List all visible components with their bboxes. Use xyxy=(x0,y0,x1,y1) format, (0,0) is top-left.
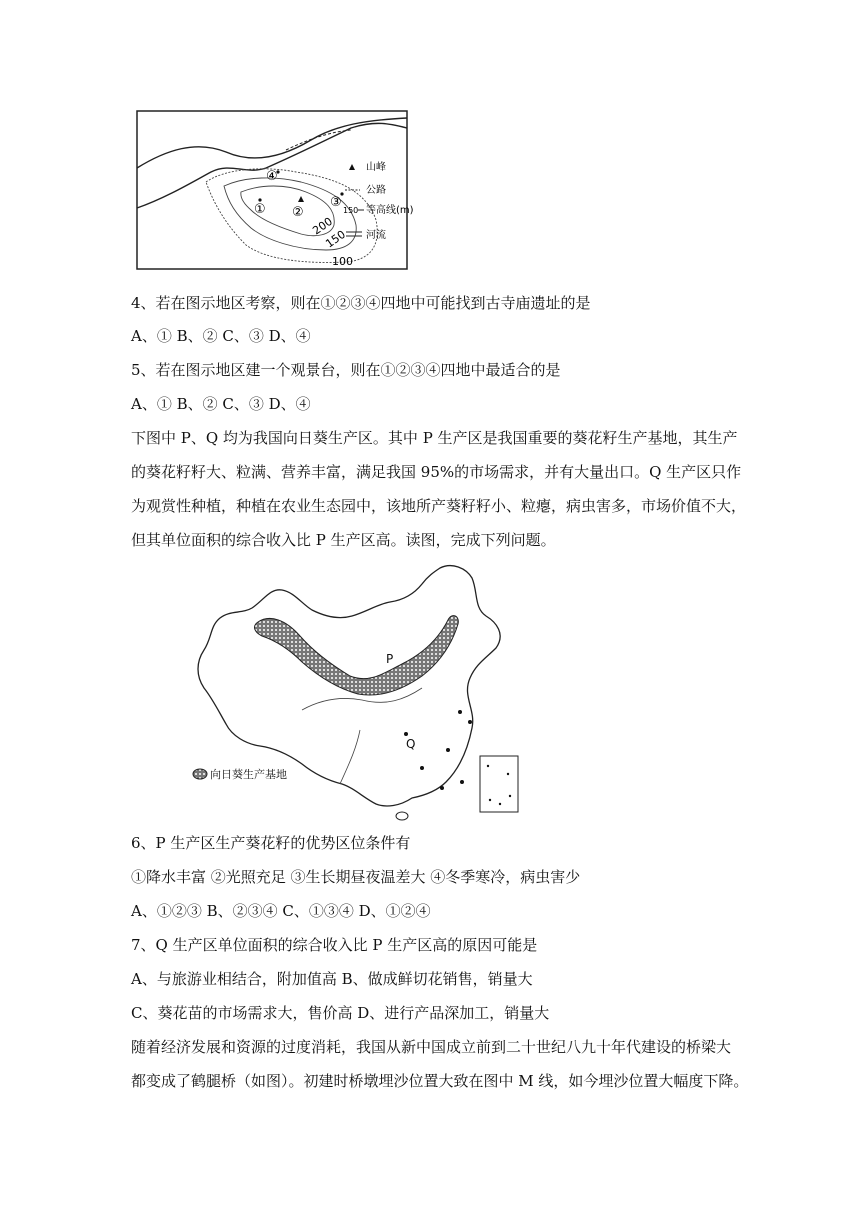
intro1-line-1: 下图中 P、Q 均为我国向日葵生产区。其中 P 生产区是我国重要的葵花籽生产基地，其生产 xyxy=(131,429,738,447)
label-q: Q xyxy=(406,737,416,751)
q4-options: A、① B、② C、③ D、④ xyxy=(131,327,311,345)
q6-conditions: ①降水丰富 ②光照充足 ③生长期昼夜温差大 ④冬季寒冷，病虫害少 xyxy=(131,868,581,886)
legend-sunflower: 向日葵生产基地 xyxy=(210,768,287,781)
contour-label-100: 100 xyxy=(332,255,353,268)
q7-options-ab: A、与旅游业相结合，附加值高 B、做成鲜切花销售，销量大 xyxy=(131,970,533,988)
point-2: ② xyxy=(292,205,304,220)
point-1: ① xyxy=(254,202,266,217)
q5-stem: 5、若在图示地区建一个观景台，则在①②③④四地中最适合的是 xyxy=(131,361,561,379)
legend-contour: 等高线(m) xyxy=(366,205,414,216)
intro2-line-1: 随着经济发展和资源的过度消耗，我国从新中国成立前到二十世纪八九十年代建设的桥梁大 xyxy=(131,1038,732,1056)
intro1-line-4: 但其单位面积的综合收入比 P 生产区高。读图，完成下列问题。 xyxy=(131,531,556,549)
q4-stem: 4、若在图示地区考察，则在①②③④四地中可能找到古寺庙遗址的是 xyxy=(131,294,591,312)
china-map-figure xyxy=(190,560,535,822)
contour-label-150: 150 xyxy=(323,227,348,251)
legend-peak: 山峰 xyxy=(366,162,386,173)
intro1-line-3: 为观赏性种植，种植在农业生态园中，该地所产葵籽籽小、粒瘪，病虫害多，市场价值不大， xyxy=(131,497,747,515)
point-4: ④ xyxy=(266,169,278,184)
legend-sunflower-icon xyxy=(193,769,207,779)
legend-contour-value: 150 xyxy=(343,206,359,215)
point-3: ③ xyxy=(330,195,342,210)
intro1-line-2: 的葵花籽籽大、粒满、营养丰富，满足我国 95%的市场需求，并有大量出口。Q 生产区只作 xyxy=(131,463,742,481)
q7-options-cd: C、葵花苗的市场需求大，售价高 D、进行产品深加工，销量大 xyxy=(131,1004,550,1022)
q5-options: A、① B、② C、③ D、④ xyxy=(131,395,311,413)
q6-options: A、①②③ B、②③④ C、①③④ D、①②④ xyxy=(131,902,431,920)
q7-stem: 7、Q 生产区单位面积的综合收入比 P 生产区高的原因可能是 xyxy=(131,936,538,954)
q6-stem: 6、P 生产区生产葵花籽的优势区位条件有 xyxy=(131,834,411,852)
intro2-line-2: 都变成了鹤腿桥（如图）。初建时桥墩埋沙位置大致在图中 M 线，如今埋沙位置大幅度下降。 xyxy=(131,1072,749,1090)
contour-label-200: 200 xyxy=(310,214,335,238)
legend-road: 公路 xyxy=(366,185,386,196)
contour-map-figure xyxy=(136,110,414,270)
legend-river: 河流 xyxy=(366,230,386,241)
label-p: P xyxy=(386,652,394,666)
